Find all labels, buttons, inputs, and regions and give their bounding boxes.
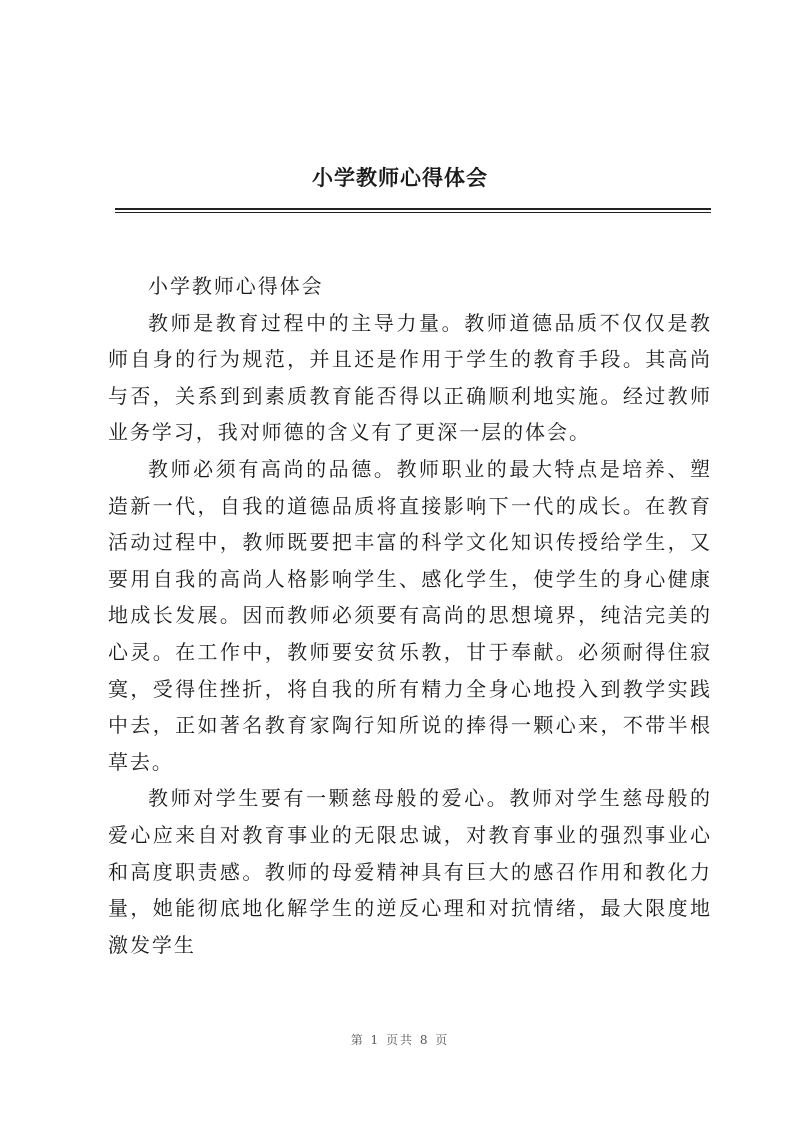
title-divider bbox=[115, 208, 711, 210]
body-paragraph: 教师必须有高尚的品德。教师职业的最大特点是培养、塑造新一代，自我的道德品质将直接影响下一代的成长。在教育活动过程中，教师既要把丰富的科学文化知识传授给学生，又要用自我的高尚人格影响学生、感化学生，使学生的身心健康地成长发展。因而教师必须要有高尚的思想境界，纯洁完美的心灵。在工作中，教师要安贫乐教，甘于奉献。必须耐得住寂寞，受得住挫折，将自我的所有精力全身心地投入到教学实践中去，正如著名教育家陶行知所说的捧得一颗心来，不带半根草去。 bbox=[108, 456, 712, 774]
document-title: 小学教师心得体会 bbox=[312, 165, 488, 190]
body-paragraph: 小学教师心得体会 bbox=[148, 274, 324, 298]
document-body bbox=[108, 268, 712, 963]
body-paragraph: 教师是教育过程中的主导力量。教师道德品质不仅仅是教师自身的行为规范，并且还是作用于学生的教育手段。其高尚与否，关系到到素质教育能否得以正确顺利地实施。经过教师业务学习，我对师德的含义有了更深一层的体会。 bbox=[108, 310, 712, 445]
page-number-footer: 第 1 页共 8 页 bbox=[350, 1033, 450, 1047]
body-paragraph: 教师对学生要有一颗慈母般的爱心。教师对学生慈母般的爱心应来自对教育事业的无限忠诚，对教育事业的强烈事业心和高度职责感。教师的母爱精神具有巨大的感召作用和教化力量，她能彻底地化解学生的逆反心理和对抗情绪，最大限度地激发学生 bbox=[108, 786, 712, 957]
